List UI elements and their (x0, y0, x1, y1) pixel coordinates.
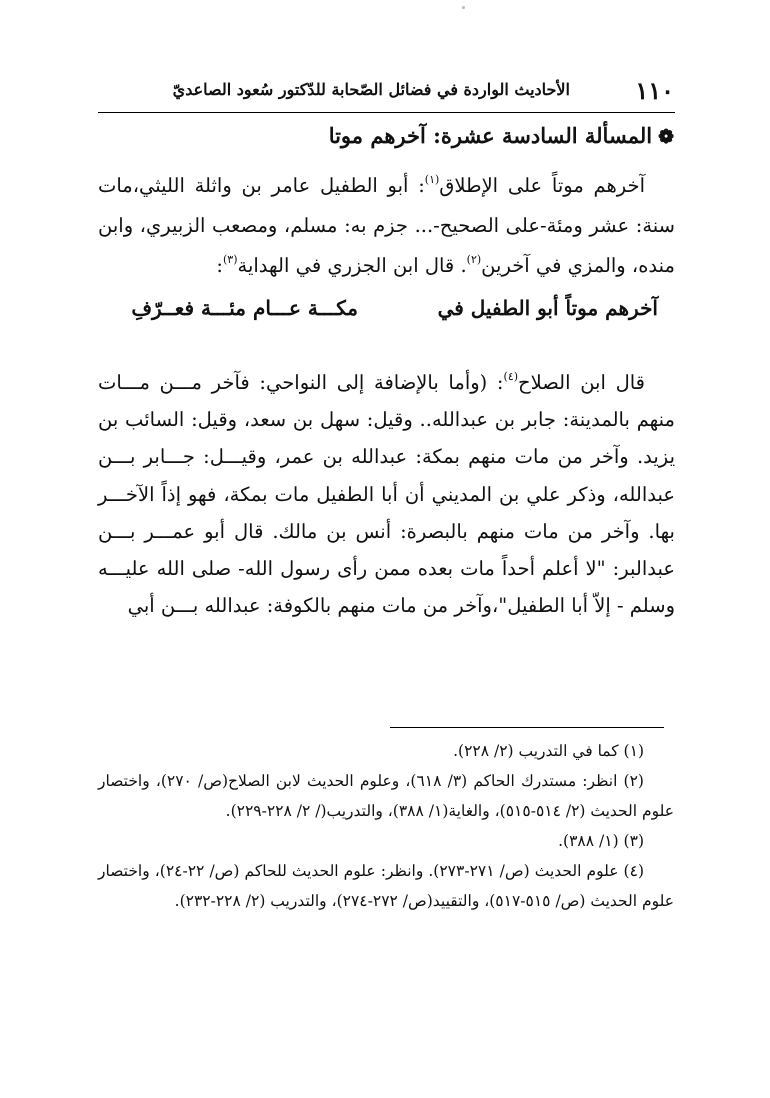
footnotes (98, 736, 674, 916)
scan-speck (462, 6, 465, 9)
running-title: الأحاديث الواردة في فضائل الصّحابة للدّكتور سُعود الصاعديّ (172, 80, 570, 99)
paragraph-2-text-a: قال ابن الصلاح (518, 371, 645, 394)
section-heading (98, 120, 674, 153)
flower-ornament-icon: ❁ (658, 126, 674, 148)
footnote-item: (٢) انظر: مستدرك الحاكم (٣/ ٦١٨)، وعلوم الحديث لابن الصلاح(ص/ ٢٧٠)، واختصار علوم الحديث (٢/ ٥١٤-٥١٥)، والغاية(١/ ٣٨٨)، والتدريب(/ ٢/ ٢٢٨-٢٢٩). (98, 772, 674, 820)
footnote-ref-4: (٤) (503, 370, 519, 383)
poem-hemistich-2: مكـــة عـــام مئـــة فعــرّفِ (131, 296, 358, 320)
header-rule (98, 112, 675, 113)
paragraph-1 (98, 166, 675, 286)
paragraph-1-text-a: آخرهم موتاً على الإطلاق (439, 174, 645, 197)
paragraph-1-text-c: . قال ابن الجزري في الهداية (237, 254, 467, 277)
paragraph-1-text-d: : (216, 254, 223, 277)
paragraph-2 (98, 364, 675, 624)
footnote-ref-2: (٢) (466, 253, 482, 266)
footnote-rule (390, 727, 664, 728)
paragraph-2-text-b: : (وأما بالإضافة إلى النواحي: فآخر مـــن مـــات منهم بالمدينة: جابر بن عبدالله.. وقيل: سهل بن سعد، وقيل: السائب بن يزيد. وآخر من مات منهم بمكة: عبدالله بن عمر، وقيـــل: جـــابر بـــن عبدالله، وذكر علي بن المديني أن أبا الطفيل مات بمكة، فهو إذاً الآخـــر بها. وآخر من مات منهم بالبصرة: أنس بن مالك. قال أبو عمـــر بـــن عبدالبر: "لا أعلم أحداً مات بعده ممن رأى رسول الله- صلى الله عليـــه وسلم - إلاّ أبا الطفيل"،وآخر من مات منهم بالكوفة: عبدالله بـــن أبي (98, 371, 675, 618)
poem-hemistich-1: آخرهم موتاً أبو الطفيل في (437, 296, 658, 320)
footnote-ref-1: (١) (424, 173, 440, 186)
footnote-item: (٤) علوم الحديث (ص/ ٢٧١-٢٧٣). وانظر: علوم الحديث للحاكم (ص/ ٢٢-٢٤)، واختصار علوم الحديث (ص/ ٥١٥-٥١٧)، والتقييد(ص/ ٢٧٢-٢٧٤)، والتدريب (٢/ ٢٢٨-٢٣٢). (98, 862, 674, 910)
poem-verse (98, 290, 658, 332)
page-number: ١١٠ (635, 76, 674, 105)
footnote-item: (٣) (١/ ٣٨٨). (558, 832, 644, 850)
running-header (98, 78, 674, 108)
footnote-item: (١) كما في التدريب (٢/ ٢٢٨). (453, 742, 644, 760)
paragraph-1-text-b: : أبو الطفيل عامر بن واثلة الليثي،مات سنة: عشر ومئة-على الصحيح-... جزم به: مسلم، ومصعب الزبيري، وابن منده، والمزي في آخرين (98, 174, 675, 277)
section-title: المسألة السادسة عشرة: آخرهم موتا (328, 123, 653, 148)
footnote-ref-3: (٣) (222, 253, 238, 266)
